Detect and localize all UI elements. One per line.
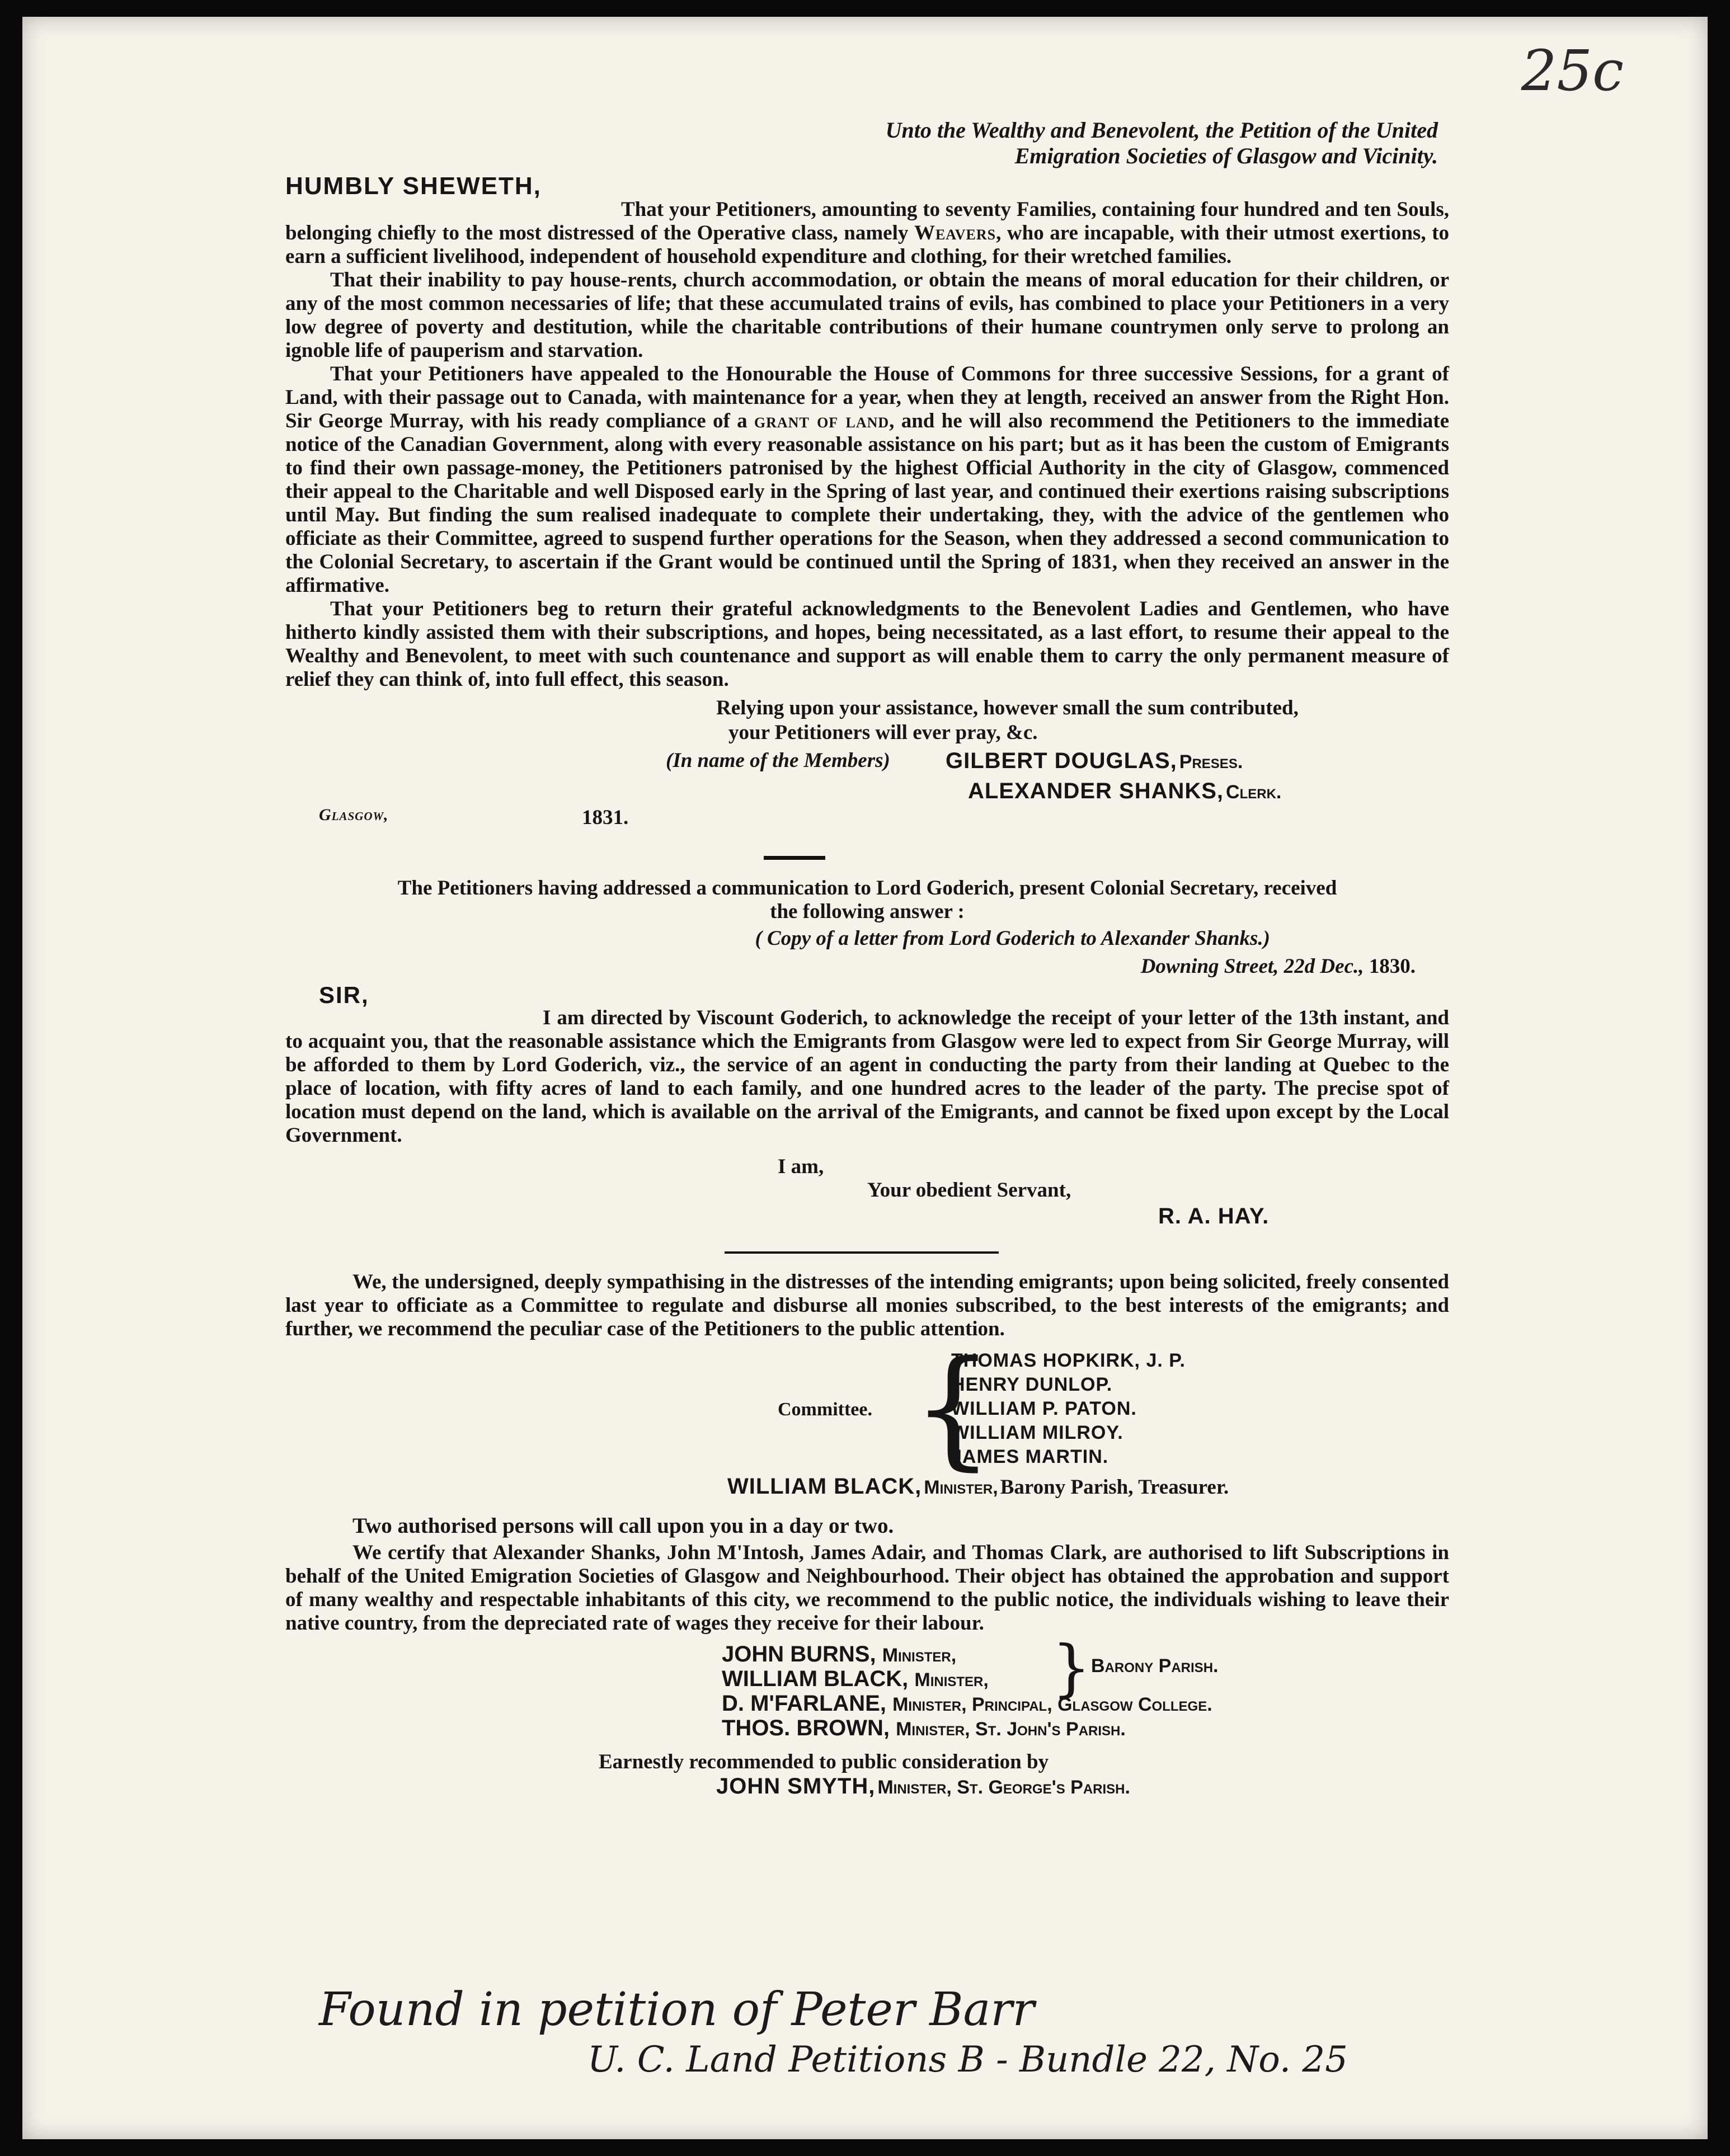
place: Glasgow,	[319, 806, 389, 824]
minister-row: WILLIAM BLACK, Minister, } Barony Parish.	[722, 1632, 1219, 1703]
brace-close-icon: }	[1052, 1632, 1091, 1703]
letter-year: 1830.	[1369, 955, 1416, 978]
section-divider	[764, 856, 825, 860]
minister-row: D. M'FARLANE, Minister, Principal, Glasgow College.	[722, 1691, 1212, 1716]
document-page	[22, 17, 1708, 2139]
recommender-role: Minister, St. George's Parish.	[877, 1777, 1130, 1798]
recommendation-signer	[285, 1774, 1449, 1804]
closing-line-2: your Petitioners will ever pray, &c.	[728, 721, 1038, 744]
section-divider-long	[725, 1251, 999, 1254]
letter-intro	[285, 877, 1449, 924]
heading-line-1: Unto the Wealthy and Benevolent, the Petition of the United	[885, 117, 1438, 143]
treasurer-name: WILLIAM BLACK,	[727, 1474, 922, 1499]
certification-block	[285, 1541, 1449, 1635]
treasurer-role: Minister,	[924, 1477, 998, 1498]
closing-line-1: Relying upon your assistance, however small the sum contributed,	[716, 696, 1299, 719]
letter-street: Downing Street,	[1140, 955, 1279, 978]
intro-line-1: The Petitioners having addressed a communication to Lord Goderich, present Colonial Secretary, received	[397, 877, 1337, 900]
letter-address	[285, 955, 1449, 978]
treasurer-rest: Barony Parish, Treasurer.	[1000, 1476, 1229, 1499]
minister-row: JOHN BURNS, Minister,	[722, 1642, 957, 1667]
letter-salutation: SIR,	[319, 982, 369, 1008]
in-name-of: (In name of the Members)	[666, 749, 890, 772]
emphasis-weavers: Weavers	[914, 222, 996, 244]
committee-member: JAMES MARTIN.	[951, 1446, 1109, 1467]
corner-annotation: 25c	[1521, 38, 1624, 103]
letter-copy-note: ( Copy of a letter from Lord Goderich to Alexander Shanks.)	[755, 927, 1270, 950]
handwritten-note-line-2: U. C. Land Petitions B - Bundle 22, No. 25	[587, 2039, 1348, 2080]
minister-row: THOS. BROWN, Minister, St. John's Parish.	[722, 1716, 1126, 1740]
committee-members	[951, 1349, 1186, 1469]
clerk-signature	[285, 779, 1449, 809]
committee-member: THOMAS HOPKIRK, J. P.	[951, 1350, 1186, 1371]
handwritten-note-line-1: Found in petition of Peter Barr	[319, 1983, 1035, 2036]
emphasis-grant-of-land: grant of land	[754, 409, 890, 432]
preses-title: Preses.	[1179, 751, 1243, 773]
letter-closing	[285, 1155, 1449, 1228]
treasurer-line	[285, 1474, 1449, 1504]
committee-member: WILLIAM P. PATON.	[951, 1398, 1137, 1419]
preses-name: GILBERT DOUGLAS,	[946, 749, 1177, 773]
letter-date: 22d Dec.,	[1284, 955, 1364, 978]
closing-prayer	[716, 696, 1449, 745]
letter-body-block	[285, 1006, 1449, 1147]
committee-member: HENRY DUNLOP.	[951, 1374, 1113, 1395]
document-heading	[285, 117, 1449, 169]
committee-statement: We, the undersigned, deeply sympathising in the distresses of the intending emigrants; upon being solicited, freely consented last year to officiate as a Committee to regulate and disburse all monies subscribed, to the best interests of the emigrants; and further, we recommend the peculiar case of the Petitioners to the public attention.	[285, 1270, 1449, 1340]
preses-signature	[285, 749, 1449, 779]
committee-member: WILLIAM MILROY.	[951, 1422, 1123, 1443]
paragraph-2: That their inability to pay house-rents, church accommodation, or obtain the means of moral education for their children, or any of the most common necessaries of life; that these accumulated trains of evils, has combined to place your Petitioners in a very low degree of poverty and destitution, while the charitable contributions of their humane countrymen only serve to prolong an ignoble life of pauperism and starvation.	[285, 269, 1449, 362]
clerk-title: Clerk.	[1226, 782, 1282, 803]
petition-body	[285, 198, 1449, 691]
year: 1831.	[582, 806, 629, 829]
brace-icon: {	[912, 1334, 994, 1483]
place-date	[285, 806, 1449, 836]
paragraph-3: That your Petitioners have appealed to the Honourable the House of Commons for three successive Sessions, for a grant of Land, with their passage out to Canada, with maintenance for a year, when they at length, received an answer from the Right Hon. Sir George Murray, with his ready compliance of a grant of land, and he will also recommend the Petitioners to the immediate notice of the Canadian Government, along with every reasonable assistance on his part; but as it has been the custom of Emigrants to find their own passage-money, the Petitioners patronised by the highest Official Authority in the city of Glasgow, commenced their appeal to the Charitable and well Disposed early in the Spring of last year, and continued their exertions raising subscriptions until May. But finding the sum realised inadequate to complete their undertaking, they, with the advice of the gentlemen who officiate as their Committee, agreed to suspend further operations for the Season, when they addressed a second communication to the Colonial Secretary, to ascertain if the Grant would be continued until the Spring of 1831, when they received an answer in the affirmative.	[285, 363, 1450, 597]
notice: Two authorised persons will call upon you in a day or two.	[352, 1514, 894, 1538]
heading-line-2: Emigration Societies of Glasgow and Vicinity.	[1014, 143, 1438, 168]
letter-close-1: I am,	[778, 1155, 824, 1178]
committee-label: Committee.	[778, 1399, 872, 1420]
letter-close-2: Your obedient Servant,	[867, 1179, 1071, 1202]
letter-signer: R. A. HAY.	[1158, 1204, 1270, 1228]
barony-parish: Barony Parish.	[1091, 1655, 1219, 1677]
salutation: HUMBLY SHEWETH,	[285, 172, 542, 200]
paragraph-1: That your Petitioners, amounting to seventy Families, containing four hundred and ten Souls, belonging chiefly to the most distressed of the Operative class, namely Weavers, who are incapable, with their utmost exertions, to earn a sufficient livelihood, independent of household expenditure and clothing, for their wretched families.	[285, 198, 1449, 268]
recommender-name: JOHN SMYTH,	[716, 1774, 876, 1799]
committee-list	[285, 1334, 1449, 1483]
document-content	[285, 117, 1449, 1804]
certification: We certify that Alexander Shanks, John M'Intosh, James Adair, and Thomas Clark, are authorised to lift Subscriptions in behalf of the United Emigration Societies of Glasgow and Neighbourhood. Their object has obtained the approbation and support of many wealthy and respectable inhabitants of this city, we recommend to the public notice, the individuals wishing to leave their native country, from the depreciated rate of wages they receive for their labour.	[285, 1541, 1449, 1635]
paragraph-4: That your Petitioners beg to return their grateful acknowledgments to the Benevolent Ladies and Gentlemen, who have hitherto kindly assisted them with their subscriptions, and hopes, being necessitated, as a last effort, to resume their appeal to the Wealthy and Benevolent, to meet with such countenance and support as will enable them to carry the only permanent measure of relief they can think of, into full effect, this season.	[285, 597, 1449, 691]
letter-body: I am directed by Viscount Goderich, to acknowledge the receipt of your letter of the 13th instant, and to acquaint you, that the reasonable assistance which the Emigrants from Glasgow were led to expect from Sir George Murray, will be afforded to them by Lord Goderich, viz., the service of an agent in conducting the party from their landing at Quebec to the place of location, with fifty acres of land to each family, and one hundred acres to the leader of the party. The precise spot of location must depend on the land, which is available on the arrival of the Emigrants, and cannot be fixed upon except by the Local Government.	[285, 1006, 1449, 1147]
intro-line-2: the following answer :	[770, 900, 965, 923]
clerk-name: ALEXANDER SHANKS,	[968, 779, 1224, 803]
committee-statement-block	[285, 1270, 1449, 1341]
ministers-list	[285, 1632, 1449, 1740]
recommendation-line: Earnestly recommended to public consideration by	[599, 1750, 1049, 1773]
